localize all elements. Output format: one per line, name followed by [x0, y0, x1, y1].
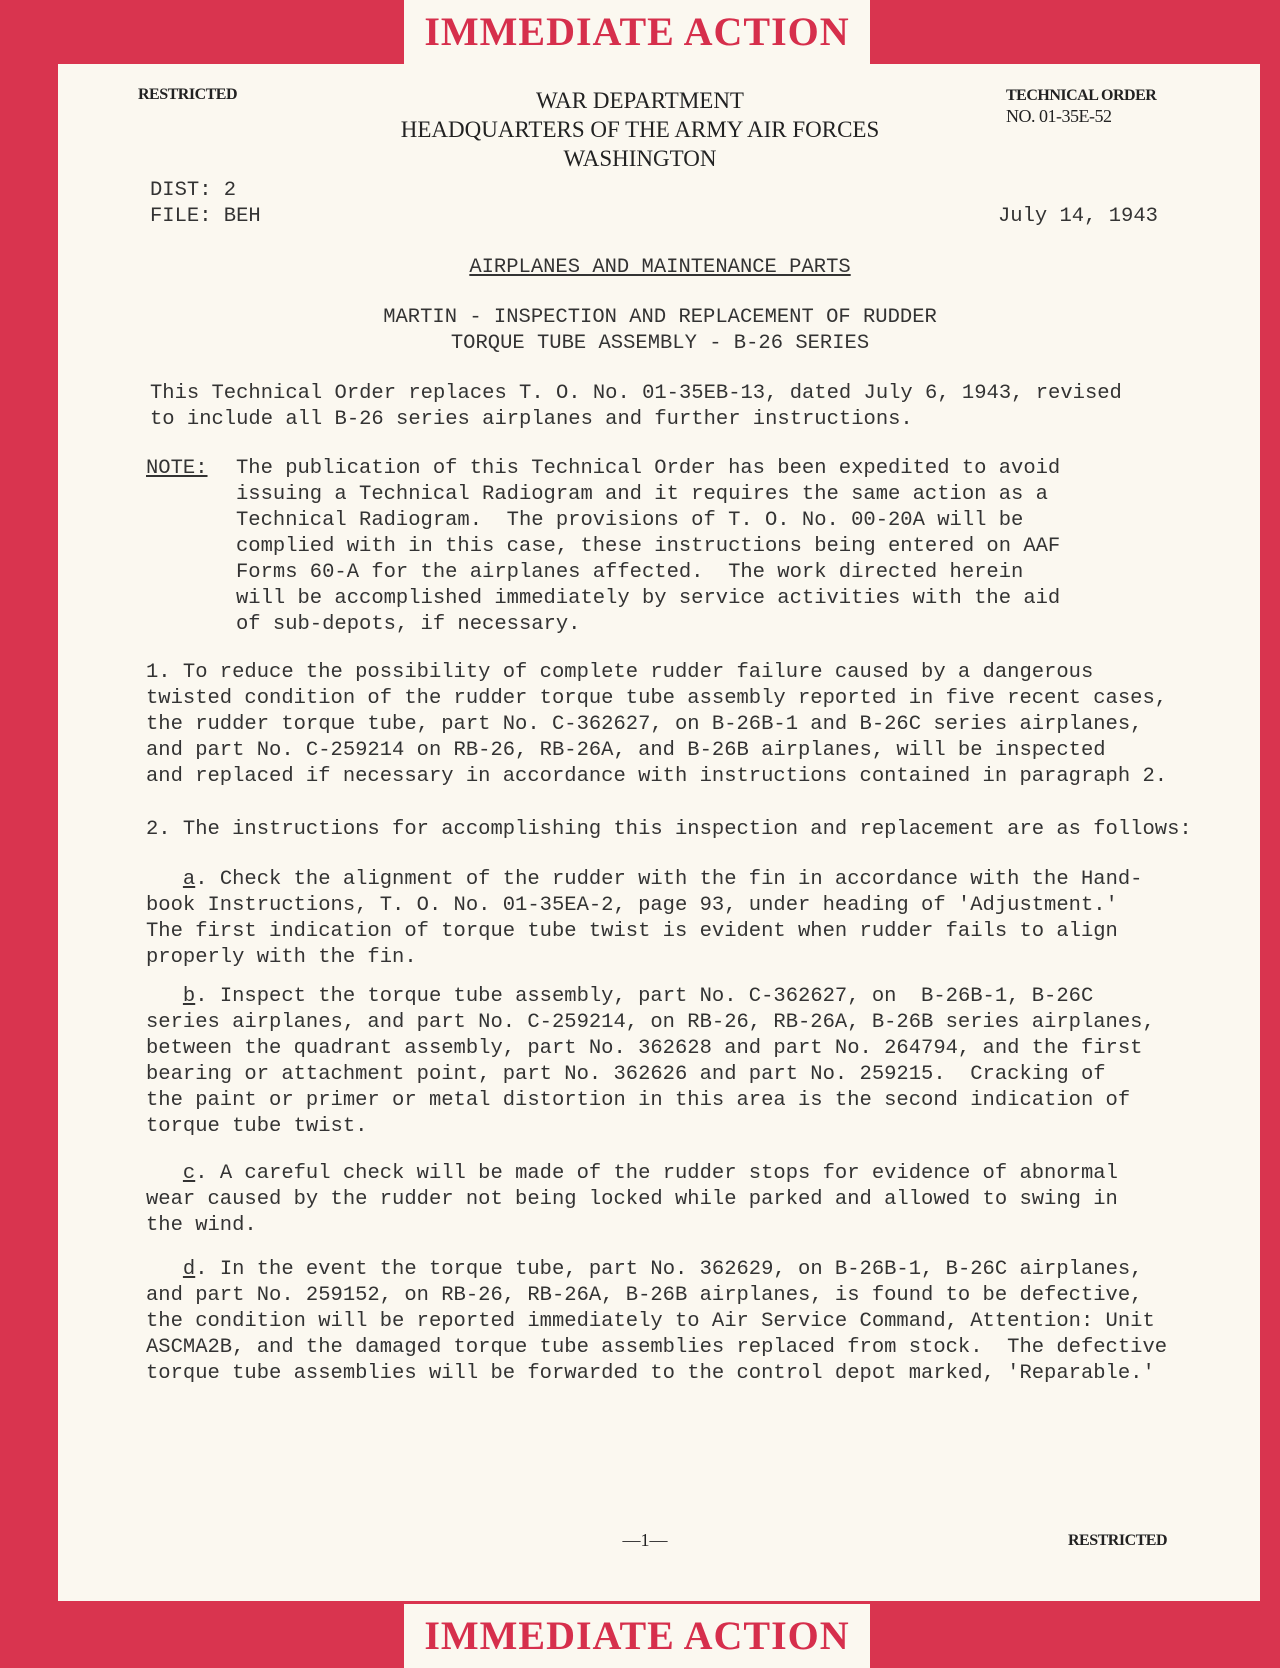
section-title — [0, 255, 1280, 281]
footer-classification: RESTRICTED — [1068, 1532, 1168, 1549]
text-line: and replaced if necessary in accordance with instructions contained in paragraph 2. — [146, 765, 1168, 788]
text-line: book Instructions, T. O. No. 01-35EA-2, page 93, under heading of 'Adjustment.' — [146, 894, 1118, 917]
section-title-text: AIRPLANES AND MAINTENANCE PARTS — [469, 256, 851, 279]
dist: DIST: 2 — [150, 179, 237, 202]
text-line: of sub-depots, if necessary. — [236, 613, 581, 636]
note-label-text: NOTE: — [146, 457, 208, 480]
bottom-banner: IMMEDIATE ACTION — [404, 1604, 870, 1668]
page-number: —1— — [622, 1530, 668, 1550]
text-line: ASCMA2B, and the damaged torque tube assemblies replaced from stock. The defective — [146, 1336, 1168, 1359]
top-banner: IMMEDIATE ACTION — [404, 0, 870, 64]
text-line: the condition will be reported immediately to Air Service Command, Attention: Unit — [146, 1310, 1155, 1333]
header-line: WAR DEPARTMENT — [536, 88, 744, 113]
text-line: . A careful check will be made of the rudder stops for evidence of abnormal — [195, 1162, 1118, 1185]
text-line: to include all B-26 series airplanes and further instructions. — [150, 408, 913, 431]
text-line: wear caused by the rudder not being locked while parked and allowed to swing in — [146, 1188, 1118, 1211]
item-letter: a — [182, 868, 196, 891]
text-line: and part No. 259152, on RB-26, RB-26A, B-26B airplanes, is found to be defective, — [146, 1284, 1143, 1307]
item-c — [146, 1161, 1118, 1239]
item-letter: d — [182, 1258, 196, 1281]
text-line: the rudder torque tube, part No. C-362627, on B-26B-1 and B-26C series airplanes, — [146, 713, 1143, 736]
technical-order — [1006, 86, 1156, 126]
classification-label: RESTRICTED — [138, 86, 238, 103]
text-line: between the quadrant assembly, part No. 362628 and part No. 264794, and the first — [146, 1037, 1143, 1060]
text-line: torque tube assemblies will be forwarded to the control depot marked, 'Reparable.' — [146, 1362, 1155, 1385]
text-line: . Inspect the torque tube assembly, part No. C-362627, on B-26B-1, B-26C — [195, 985, 1094, 1008]
intro-paragraph — [150, 381, 1122, 433]
text-line: . In the event the torque tube, part No. 362629, on B-26B-1, B-26C airplanes, — [195, 1258, 1143, 1281]
file: FILE: BEH — [150, 205, 261, 228]
text-line: 1. To reduce the possibility of complete rudder failure caused by a dangerous — [146, 661, 1094, 684]
text-line — [146, 1257, 1167, 1283]
item-letter: c — [182, 1162, 196, 1185]
text-line: properly with the fin. — [146, 946, 417, 969]
text-line — [146, 867, 1142, 893]
subject — [0, 305, 1280, 357]
note-paragraph — [236, 456, 1060, 638]
header-line: HEADQUARTERS OF THE ARMY AIR FORCES — [400, 117, 880, 142]
issuing-authority — [330, 86, 950, 173]
text-line: The publication of this Technical Order has been expedited to avoid — [236, 457, 1061, 480]
text-line: complied with in this case, these instructions being entered on AAF — [236, 535, 1061, 558]
text-line — [146, 984, 1155, 1010]
text-line: twisted condition of the rudder torque tube assembly reported in five recent cases, — [146, 687, 1168, 710]
header-line: WASHINGTON — [563, 146, 717, 171]
text-line: . Check the alignment of the rudder with the fin in accordance with the Hand- — [195, 868, 1143, 891]
text-line — [146, 1161, 1118, 1187]
technical-order-label: TECHNICAL ORDER — [1006, 87, 1157, 104]
paragraph-1 — [146, 660, 1167, 790]
technical-order-number: NO. 01-35E-52 — [1006, 106, 1112, 126]
text-line: The first indication of torque tube twist is evident when rudder fails to align — [146, 920, 1118, 943]
text-line: This Technical Order replaces T. O. No. 01-35EB-13, dated July 6, 1943, revised — [150, 382, 1122, 405]
text-line: bearing or attachment point, part No. 362626 and part No. 259215. Cracking of — [146, 1063, 1106, 1086]
subject-line: TORQUE TUBE ASSEMBLY - B-26 SERIES — [450, 332, 870, 355]
item-b — [146, 984, 1155, 1140]
item-d — [146, 1257, 1167, 1387]
item-a — [146, 867, 1142, 971]
text-line: Forms 60-A for the airplanes affected. The work directed herein — [236, 561, 1024, 584]
note-label — [146, 456, 208, 482]
text-line: and part No. C-259214 on RB-26, RB-26A, and B-26B airplanes, will be inspected — [146, 739, 1106, 762]
paragraph-2: 2. The instructions for accomplishing this inspection and replacement are as follows: — [146, 818, 1192, 841]
text-line: torque tube twist. — [146, 1115, 368, 1138]
text-line: series airplanes, and part No. C-259214, on RB-26, RB-26A, B-26B series airplanes, — [146, 1011, 1155, 1034]
text-line: Technical Radiogram. The provisions of T. O. No. 00-20A will be — [236, 509, 1024, 532]
text-line: issuing a Technical Radiogram and it requires the same action as a — [236, 483, 1048, 506]
item-letter: b — [182, 985, 196, 1008]
subject-line: MARTIN - INSPECTION AND REPLACEMENT OF RUDDER — [383, 306, 937, 329]
text-line: the wind. — [146, 1214, 257, 1237]
date: July 14, 1943 — [998, 205, 1158, 228]
text-line: will be accomplished immediately by service activities with the aid — [236, 587, 1061, 610]
text-line: the paint or primer or metal distortion in this area is the second indication of — [146, 1089, 1131, 1112]
